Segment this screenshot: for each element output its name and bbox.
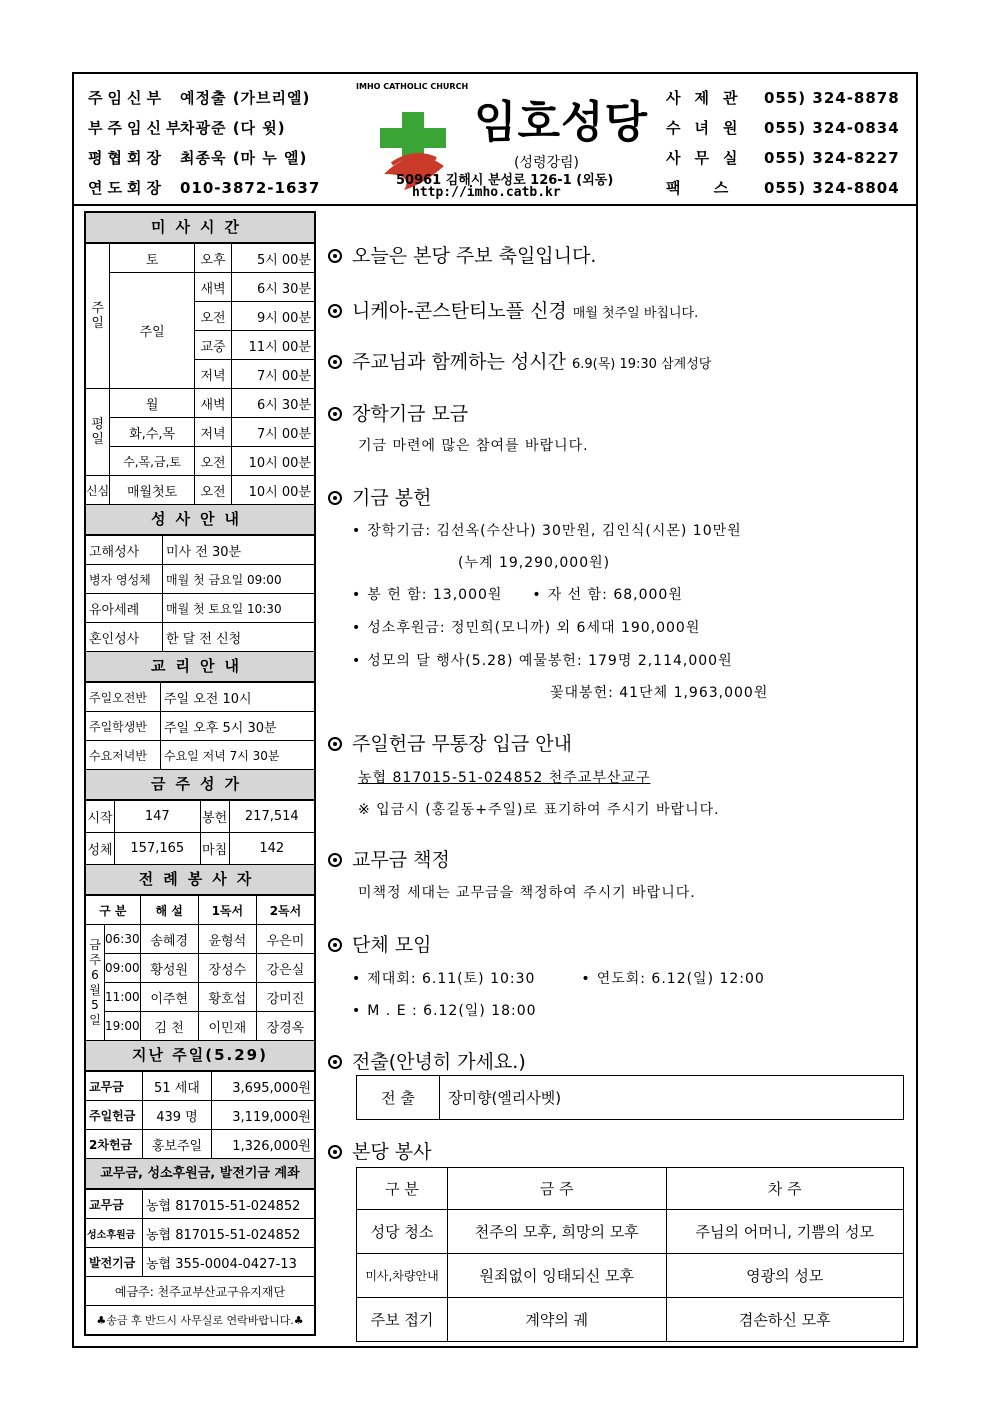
service-table: 구 분 금 주 차 주 성당 청소 천주의 모후, 희망의 모후 주님의 어머니, 기쁨의 성모 미사,차량안내 원죄없이 잉태되신 모후 영광의 성모 주보 접기 계약의 궤 겸손하신 모후 (356, 1167, 904, 1342)
bullet-icon (328, 853, 342, 867)
assistant-pastor-line: 부주임신부차광준 (다 윗) (88, 119, 286, 137)
logo-arc-text: IMHO CATHOLIC CHURCH (356, 82, 469, 91)
notice-holy-hour: 주교님과 함께하는 성시간 6.9(목) 19:30 삼계성당 (328, 347, 711, 374)
catechism-table: 주일오전반 주일 오전 10시 주일학생반 주일 오후 5시 30분 수요저녁반 수요일 저녁 7시 30분 (86, 682, 314, 770)
church-url: http://imho.catb.kr (412, 185, 561, 200)
notice-creed: 니케아-콘스탄티노플 신경 매월 첫주일 바칩니다. (328, 296, 698, 323)
sidebar (84, 211, 316, 1336)
bullet-icon (328, 1055, 342, 1069)
mass-times-heading: 미사시간 (86, 213, 314, 243)
notice-donations: 기금 봉헌 (328, 483, 431, 510)
last-week-heading: 지난 주일(5.29) (86, 1041, 314, 1071)
bullet-icon (328, 491, 342, 505)
hymns-table: 시작 147 봉헌 217,514 성체 157,165 마침 142 (86, 800, 314, 865)
weekday-label: 평일 (86, 389, 110, 476)
bullet-icon (328, 407, 342, 421)
notice-service: 본당 봉사 (328, 1137, 431, 1164)
notice-transfer-out: 전출(안녕히 가세요.) (328, 1047, 526, 1074)
bullet-icon (328, 355, 342, 369)
accounts-table: 교무금 농협 817015-51-024852 성소후원금 농협 817015-51-024852 발전기금 농협 355-0004-0427-13 예금주: 천주교부산교구유지재단 ♣송금 후 반드시 사무실로 연락바랍니다.♣ (86, 1189, 314, 1334)
council-president-line: 평협회장 최종욱 (마 누 엘) (88, 149, 308, 167)
catechism-heading: 교리안내 (86, 652, 314, 682)
header (74, 74, 916, 206)
notice-feast: 오늘은 본당 주보 축일입니다. (328, 241, 596, 268)
convent-phone: 수녀원 055) 324-0834 (666, 119, 900, 137)
yeondo-president-line: 연도회장 010-3872-1637 (88, 179, 321, 197)
office-phone: 사무실 055) 324-8227 (666, 149, 900, 167)
sacraments-table: 고해성사 미사 전 30분 병자 영성체 매월 첫 금요일 09:00 유아세례 매월 첫 토요일 10:30 혼인성사 한 달 전 신청 (86, 535, 314, 652)
account-holder: 예금주: 천주교부산교구유지재단 (86, 1277, 314, 1306)
notice-meetings: 단체 모임 (328, 930, 431, 957)
bullet-icon (328, 249, 342, 263)
bullet-icon (328, 304, 342, 318)
last-week-table: 교무금 51 세대 3,695,000원 주일헌금 439 명 3,119,000원 2차헌금 홍보주일 1,326,000원 (86, 1071, 314, 1159)
bullet-icon (328, 1145, 342, 1159)
bullet-icon (328, 737, 342, 751)
servers-table: 구 분 해 설 1독서 2독서 금주 6월 5일 06:30 송혜경 윤형석 우은미 09:00 황성원 장성수 강은실 11:00 이주현 황호섭 강미진 19:00 김 천 이민재 장경옥 (86, 895, 314, 1041)
fax-number: 팩 스 055) 324-8804 (666, 179, 900, 197)
church-name: 임호성당 (474, 97, 649, 148)
church-subtitle: (성령강림) (514, 155, 580, 171)
notice-bank-transfer: 주일헌금 무통장 입금 안내 (328, 729, 572, 756)
sunday-label: 주일 (86, 244, 110, 389)
transfer-out-table: 전 출 장미향(엘리사벳) (356, 1075, 904, 1120)
mass-times-table: 주일 토 오후 5시 00분 주일 새벽 6시 30분 오전 9시 00분 교중 11시 00분 저녁 7시 00분 평일 월 새벽 6시 30분 화,수,목 저녁 7시 00분 수,목,금,토 오전 10시 00분 신심 매월첫토 오전 10시 00분 (86, 243, 314, 505)
church-address: 50961 김해시 분성로 126-1 (외동) (396, 173, 614, 188)
pastor-line: 주임신부 예정출 (가브리엘) (88, 89, 311, 107)
hymns-heading: 금주성가 (86, 770, 314, 800)
bullet-icon (328, 938, 342, 952)
rectory-phone: 사제관 055) 324-8878 (666, 89, 900, 107)
notice-dues: 교무금 책정 (328, 845, 450, 872)
servers-heading: 전례봉사자 (86, 865, 314, 895)
transfer-note: ♣송금 후 반드시 사무실로 연락바랍니다.♣ (86, 1306, 314, 1335)
bank-account: 농협 817015-51-024852 천주교부산교구 (358, 770, 651, 786)
bulletin-frame: 주임신부 예정출 (가브리엘) 부주임신부차광준 (다 윗) 평협회장 최종욱 (마 누 엘) 연도회장 010-3872-1637 IMHO CATHOLIC CHURCH 임호성당 (성령강림) 50961 김해시 분성로 126-1 (외동) http://imho.catb.kr 사제관 055) 324-8878 수녀원 055) 324-0834 사무실 055) 324-8227 팩 스 055) 324-8804 미사시간 주일 토 오후 5시 00분 주일 새벽 6시 30분 오전 9시 00분 교중 11시 00분 저녁 7시 00분 평일 월 새벽 6시 30분 화,수,목 저녁 7시 00분 수,목,금,토 오전 10시 00분 신심 매월첫토 오전 10시 00분 성사안내 고해성사 미사 전 30분 병자 영성체 매월 첫 금요일 09:00 유아세례 매월 첫 토요일 10:30 혼인성사 한 달 전 신청 교리안내 주일오전반 주일 오전 10시 주일학생반 주일 오후 5시 30분 수요저녁반 수요일 저녁 7시 30분 금주성가 시작 147 봉헌 217,514 성체 157,165 마침 142 전례봉사자 구 분 해 설 1독서 2독서 금주 6월 5일 06:30 송혜경 윤형석 우은미 09:00 황성원 장성수 강은실 11:00 이주현 황호섭 강미진 19:00 김 천 이민재 장경옥 지난 주일(5.29) 교무금 51 세대 3,695,000원 주일헌금 439 명 3,119,000원 2차헌금 홍보주일 1,326,000원 교무금, 성소후원금, 발전기금 계좌 교무금 농협 817015-51-024852 성소후원금 농협 817015-51-024852 발전기금 농협 355-0004-0427-13 예금주: 천주교부산교구유지재단 ♣송금 후 반드시 사무실로 연락바랍니다.♣ 오늘은 본당 주보 축일입니다. 니케아-콘스탄티노플 신경 매월 첫주일 바칩니다. 주교님과 함께하는 성시간 6.9(목) 19:30 삼계성당 장학기금 모금 기금 마련에 많은 참여를 바랍니다. 기금 봉헌 • 장학기금: 김선옥(수산나) 30만원, 김인식(시몬) 10만원 (누계 19,290,000원) • 봉 헌 함: 13,000원 • 자 선 함: 68,000원 • 성소후원금: 정민희(모니까) 외 6세대 190,000원 • 성모의 달 행사(5.28) 예물봉헌: 179명 2,114,000원 꽃대봉헌: 41단체 1,963,000원 주일헌금 무통장 입금 안내 농협 817015-51-024852 천주교부산교구 ※ 입금시 (홍길동+주일)로 표기하여 주시기 바랍니다. 교무금 책정 미책정 세대는 교무금을 책정하여 주시기 바랍니다. 단체 모임 • 제대회: 6.11(토) 10:30 • 연도회: 6.12(일) 12:00 • M . E : 6.12(일) 18:00 전출(안녕히 가세요.) 전 출 장미향(엘리사벳) 본당 봉사 구 분 금 주 차 주 성당 청소 천주의 모후, 희망의 모후 주님의 어머니, 기쁨의 성모 미사,차량안내 원죄없이 잉태되신 모후 영광의 성모 주보 접기 계약의 궤 겸손하신 모후 (72, 72, 918, 1348)
accounts-heading: 교무금, 성소후원금, 발전기금 계좌 (86, 1159, 314, 1189)
notice-scholarship: 장학기금 모금 (328, 399, 468, 426)
sacraments-heading: 성사안내 (86, 505, 314, 535)
